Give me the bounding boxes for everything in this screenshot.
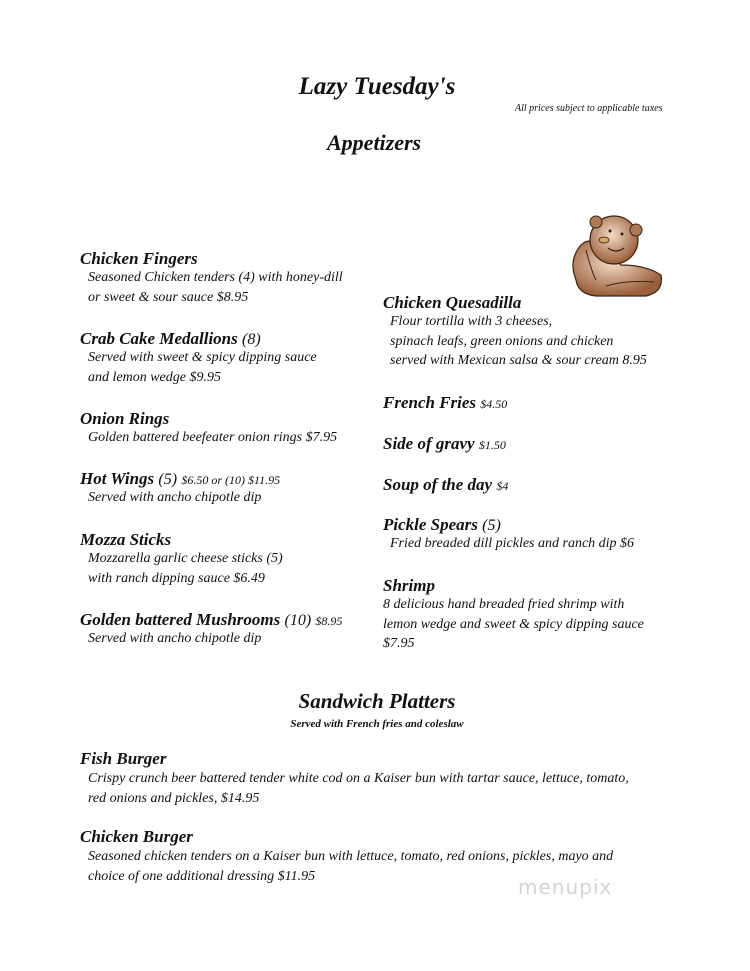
item-description: and lemon wedge $9.95 bbox=[88, 370, 221, 385]
item-name: Chicken Fingers bbox=[80, 249, 198, 268]
item-extra: (5) bbox=[482, 517, 501, 534]
item-name: Pickle Spears bbox=[383, 515, 478, 534]
item-description: Served with ancho chipotle dip bbox=[88, 490, 262, 505]
sandwich-item-name: Fish Burger bbox=[80, 749, 167, 768]
item-description: Crispy crunch beer battered tender white cod on a Kaiser bun with tartar sauce, lettuce, tomato, bbox=[88, 771, 629, 786]
menu-item-heading bbox=[383, 394, 507, 412]
item-description: with ranch dipping sauce $6.49 bbox=[88, 571, 265, 586]
menu-item-heading bbox=[80, 470, 280, 488]
item-name: Onion Rings bbox=[80, 409, 170, 428]
appetizers-heading: Appetizers bbox=[327, 130, 422, 155]
item-price: $1.50 bbox=[478, 438, 506, 452]
item-description: Flour tortilla with 3 cheeses, bbox=[390, 314, 553, 329]
item-description: Served with ancho chipotle dip bbox=[88, 631, 262, 646]
item-description: Seasoned Chicken tenders (4) with honey-dill bbox=[88, 270, 343, 285]
item-description: Fried breaded dill pickles and ranch dip $6 bbox=[390, 536, 635, 551]
sandwich-heading: Sandwich Platters bbox=[298, 689, 456, 713]
menu-item-heading bbox=[80, 611, 342, 629]
item-description: spinach leafs, green onions and chicken bbox=[390, 333, 614, 349]
menu-item-heading bbox=[80, 410, 169, 428]
item-description: lemon wedge and sweet & spicy dipping sauce bbox=[383, 616, 644, 632]
menu-item-heading bbox=[383, 476, 508, 494]
item-price: $4 bbox=[496, 479, 509, 493]
item-name: Golden battered Mushrooms bbox=[80, 610, 281, 629]
item-description: Golden battered beefeater onion rings $7.95 bbox=[88, 430, 338, 445]
item-name: Chicken Quesadilla bbox=[383, 293, 522, 312]
item-name: Shrimp bbox=[383, 576, 435, 595]
menu-item-heading bbox=[383, 577, 435, 595]
item-price: $8.95 bbox=[315, 614, 343, 628]
item-description: Seasoned chicken tenders on a Kaiser bun with lettuce, tomato, red onions, pickles, mayo and bbox=[88, 849, 614, 864]
sandwich-item-name: Chicken Burger bbox=[80, 827, 193, 846]
sandwich-subheading: Served with French fries and coleslaw bbox=[290, 718, 464, 730]
item-extra: (5) bbox=[158, 471, 178, 488]
restaurant-title: Lazy Tuesday's bbox=[298, 73, 456, 100]
menu-item-heading bbox=[383, 294, 521, 312]
menu-item-heading bbox=[80, 531, 171, 549]
item-name: French Fries bbox=[383, 393, 477, 412]
item-extra: (8) bbox=[242, 331, 261, 348]
item-description: choice of one additional dressing $11.95 bbox=[88, 869, 316, 884]
item-description: $7.95 bbox=[383, 636, 415, 651]
menu-item-heading bbox=[80, 250, 198, 268]
bear-illustration bbox=[566, 210, 666, 300]
item-price: $6.50 or (10) $11.95 bbox=[181, 473, 281, 487]
watermark: menupix bbox=[518, 875, 613, 899]
menu-item-heading bbox=[80, 330, 261, 348]
item-description: or sweet & sour sauce $8.95 bbox=[88, 290, 249, 305]
item-name: Hot Wings bbox=[80, 469, 155, 488]
tax-note: All prices subject to applicable taxes bbox=[515, 103, 663, 114]
item-description: red onions and pickles, $14.95 bbox=[88, 791, 260, 806]
item-description: Served with sweet & spicy dipping sauce bbox=[88, 350, 317, 365]
item-description: 8 delicious hand breaded fried shrimp with bbox=[383, 597, 625, 612]
item-name: Soup of the day bbox=[383, 475, 493, 494]
item-extra: (10) bbox=[284, 612, 312, 629]
menu-item-heading bbox=[383, 435, 506, 453]
item-name: Crab Cake Medallions bbox=[80, 329, 238, 348]
item-price: $4.50 bbox=[480, 397, 508, 411]
item-description: served with Mexican salsa & sour cream 8.95 bbox=[390, 353, 647, 368]
item-name: Side of gravy bbox=[383, 434, 475, 453]
item-description: Mozzarella garlic cheese sticks (5) bbox=[88, 551, 283, 566]
item-name: Mozza Sticks bbox=[80, 530, 172, 549]
menu-item-heading bbox=[383, 516, 501, 534]
